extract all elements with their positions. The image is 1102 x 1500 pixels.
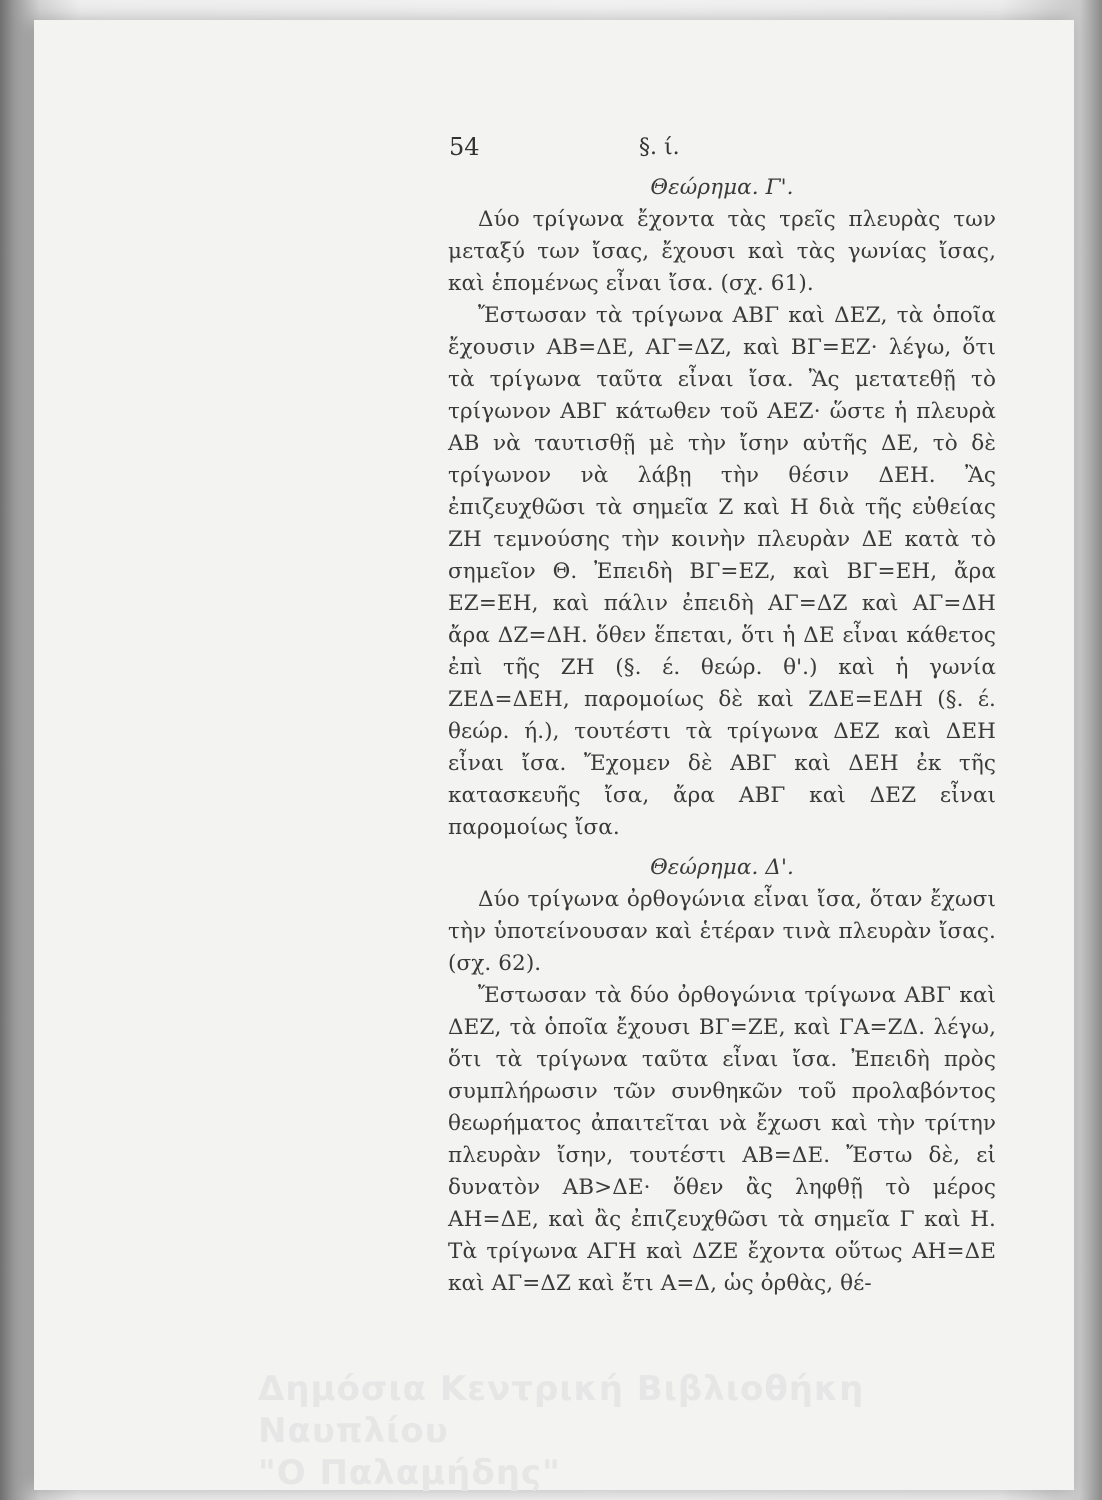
library-watermark: [258, 1368, 1058, 1494]
theorem-g-block: [448, 172, 996, 844]
page-header: [449, 133, 949, 167]
theorem-d-block: [448, 852, 996, 1300]
section-mark: §. ί.: [639, 135, 680, 160]
page-number: 54: [449, 133, 480, 161]
watermark-line-1: Δημόσια Κεντρική Βιβλιοθήκη Ναυπλίου: [258, 1369, 865, 1451]
theorem-g-statement: Δύο τρίγωνα ἔχοντα τὰς τρεῖς πλευρὰς των μεταξύ των ἴσας, ἔχουσι καὶ τὰς γωνίας ἴσας, καὶ ἑπομένως εἶναι ἴσα. (σχ. 61).: [448, 207, 996, 296]
theorem-d-proof: Ἔστωσαν τὰ δύο ὀρθογώνια τρίγωνα ΑΒΓ καὶ ΔΕΖ, τὰ ὁποῖα ἔχουσι ΒΓ=ΖΕ, καὶ ΓΑ=ΖΔ. λέγω, ὅτι τὰ τρίγωνα ταῦτα εἶναι ἴσα. Ἐπειδὴ πρὸς συμπλήρωσιν τῶν συνθηκῶν τοῦ προλαβόντος θεωρήματος ἀπαιτεῖται νὰ ἔχωσι καὶ τὴν τρίτην πλευρὰν ἴσην, τουτέστι ΑΒ=ΔΕ. Ἔστω δὲ, εἰ δυνατὸν ΑΒ>ΔΕ· ὅθεν ἂς ληφθῇ τὸ μέρος ΑΗ=ΔΕ, καὶ ἂς ἐπιζευχθῶσι τὰ σημεῖα Γ καὶ Η. Τὰ τρίγωνα ΑΓΗ καὶ ΔΖΕ ἔχοντα οὕτως ΑΗ=ΔΕ καὶ ΑΓ=ΔΖ καὶ ἔτι Α=Δ, ὡς ὀρθὰς, θέ-: [448, 983, 996, 1296]
theorem-g-proof: Ἔστωσαν τὰ τρίγωνα ΑΒΓ καὶ ΔΕΖ, τὰ ὁποῖα ἔχουσιν ΑΒ=ΔΕ, ΑΓ=ΔΖ, καὶ ΒΓ=ΕΖ· λέγω, ὅτι τὰ τρίγωνα ταῦτα εἶναι ἴσα. Ἂς μετατεθῇ τὸ τρίγωνον ΑΒΓ κάτωθεν τοῦ ΑΕΖ· ὥστε ἡ πλευρὰ ΑΒ νὰ ταυτισθῇ μὲ τὴν ἴσην αὐτῆς ΔΕ, τὸ δὲ τρίγωνον νὰ λάβῃ τὴν θέσιν ΔΕΗ. Ἂς ἐπιζευχθῶσι τὰ σημεῖα Ζ καὶ Η διὰ τῆς εὐθείας ΖΗ τεμνούσης τὴν κοινὴν πλευρὰν ΔΕ κατὰ τὸ σημεῖον Θ. Ἐπειδὴ ΒΓ=ΕΖ, καὶ ΒΓ=ΕΗ, ἄρα ΕΖ=ΕΗ, καὶ πάλιν ἐπειδὴ ΑΓ=ΔΖ καὶ ΑΓ=ΔΗ ἄρα ΔΖ=ΔΗ. ὅθεν ἕπεται, ὅτι ἡ ΔΕ εἶναι κάθετος ἐπὶ τῆς ΖΗ (§. έ. θεώρ. θ'.) καὶ ἡ γωνία ΖΕΔ=ΔΕΗ, παρομοίως δὲ καὶ ΖΔΕ=ΕΔΗ (§. έ. θεώρ. ή.), τουτέστι τὰ τρίγωνα ΔΕΖ καὶ ΔΕΗ εἶναι ἴσα. Ἔχομεν δὲ ΑΒΓ καὶ ΔΕΗ ἐκ τῆς κατασκευῆς ἴσα, ἄρα ΑΒΓ καὶ ΔΕΖ εἶναι παρομοίως ἴσα.: [448, 303, 996, 840]
theorem-d-title: Θεώρημα. Δ'.: [650, 855, 794, 880]
theorem-g-title: Θεώρημα. Γ'.: [650, 175, 794, 200]
watermark-line-2: "Ο Παλαμήδης": [258, 1453, 561, 1493]
theorem-d-statement: Δύο τρίγωνα ὀρθογώνια εἶναι ἴσα, ὅταν ἔχωσι τὴν ὑποτείνουσαν καὶ ἑτέραν τινὰ πλευρὰν ἴσας. (σχ. 62).: [448, 887, 996, 976]
